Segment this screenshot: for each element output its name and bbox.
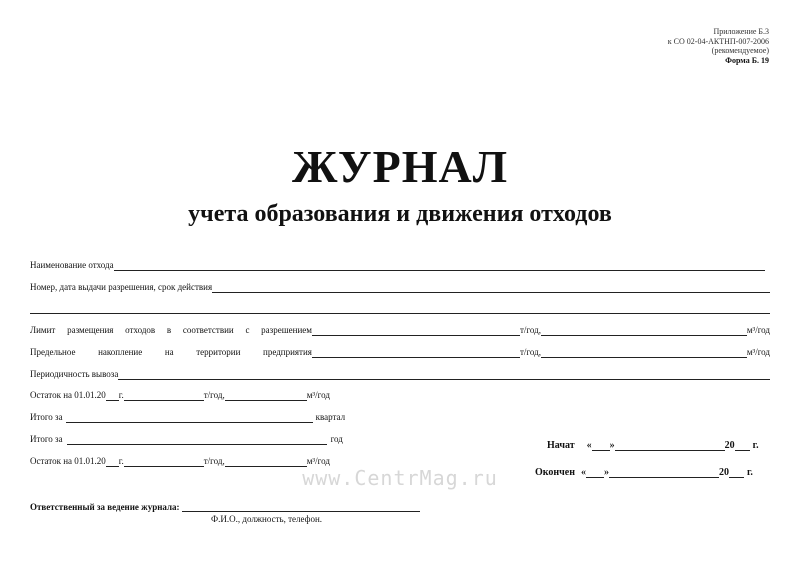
waste-name-field[interactable] — [114, 261, 765, 271]
start-label: Начат — [547, 440, 575, 451]
year-total-row — [30, 434, 343, 445]
start-year-field[interactable] — [735, 440, 750, 451]
end-date-row: Окончен « » 20 г. — [535, 467, 753, 478]
opening-balance-m3-field[interactable] — [225, 391, 307, 401]
start-month-field[interactable] — [615, 440, 725, 451]
appendix-line-2: к СО 02-04-АКТНП-007-2006 — [667, 36, 769, 46]
limit-label: Лимит размещения отходов в соответствии с разрешением — [30, 325, 312, 335]
permit-label: Номер, дата выдачи разрешения, срок действия — [30, 282, 213, 292]
periodicity-row — [30, 369, 770, 380]
limit-row — [30, 325, 770, 336]
accumulation-tons-unit: т/год, — [520, 347, 541, 357]
permit-row — [30, 282, 770, 293]
accumulation-tons-field[interactable] — [312, 348, 520, 358]
closing-balance-label: Остаток на 01.01.20 — [30, 456, 106, 466]
limit-tons-field[interactable] — [312, 326, 520, 336]
accumulation-row — [30, 347, 770, 358]
start-day-field[interactable] — [592, 440, 610, 451]
permit-field[interactable] — [212, 283, 770, 293]
responsible-label: Ответственный за ведение журнала: — [30, 502, 180, 512]
limit-m3-field[interactable] — [541, 326, 747, 336]
year-total-label: Итого за — [30, 434, 63, 444]
opening-balance-year-field[interactable] — [106, 391, 119, 401]
year-label: год — [330, 434, 343, 444]
limit-m3-unit: м³/год — [746, 325, 770, 335]
start-date-row: Начат « » 20 г. — [547, 440, 759, 451]
quarter-total-label: Итого за — [30, 412, 63, 422]
quarter-total-field[interactable] — [66, 413, 313, 423]
opening-balance-m3-unit: м³/год — [306, 390, 330, 400]
closing-balance-m3-unit: м³/год — [306, 456, 330, 466]
opening-balance-row — [30, 390, 330, 401]
periodicity-label: Периодичность вывоза — [30, 369, 119, 379]
end-label: Окончен — [535, 467, 576, 478]
appendix-note — [668, 27, 769, 65]
closing-balance-tons-unit: т/год, — [203, 456, 225, 466]
document-title: ЖУРНАЛ — [292, 141, 508, 192]
site-watermark: www.CentrMag.ru — [302, 466, 498, 490]
opening-balance-label: Остаток на 01.01.20 — [30, 390, 106, 400]
waste-name-row — [30, 260, 765, 271]
quarter-total-row — [30, 412, 345, 423]
accumulation-m3-unit: м³/год — [746, 347, 770, 357]
opening-balance-year-suffix: г. — [118, 390, 124, 400]
opening-balance-tons-field[interactable] — [124, 391, 204, 401]
periodicity-field[interactable] — [118, 370, 770, 380]
accumulation-m3-field[interactable] — [541, 348, 747, 358]
limit-tons-unit: т/год, — [520, 325, 541, 335]
responsible-row — [30, 502, 420, 512]
appendix-line-1: Приложение Б.3 — [713, 27, 769, 36]
quarter-label: квартал — [315, 412, 346, 422]
appendix-line-3: (рекомендуемое) — [711, 46, 769, 55]
form-number: Форма Б. 19 — [725, 55, 769, 65]
year-total-field[interactable] — [67, 435, 327, 445]
responsible-hint: Ф.И.О., должность, телефон. — [211, 514, 323, 524]
opening-balance-tons-unit: т/год, — [203, 390, 225, 400]
closing-balance-year-suffix: г. — [118, 456, 124, 466]
permit-field-continued[interactable] — [30, 313, 770, 314]
accumulation-label: Предельное накопление на территории предприятия — [30, 347, 312, 357]
responsible-field[interactable] — [182, 502, 420, 512]
document-subtitle: учета образования и движения отходов — [188, 201, 612, 227]
waste-name-label: Наименование отхода — [30, 260, 114, 270]
